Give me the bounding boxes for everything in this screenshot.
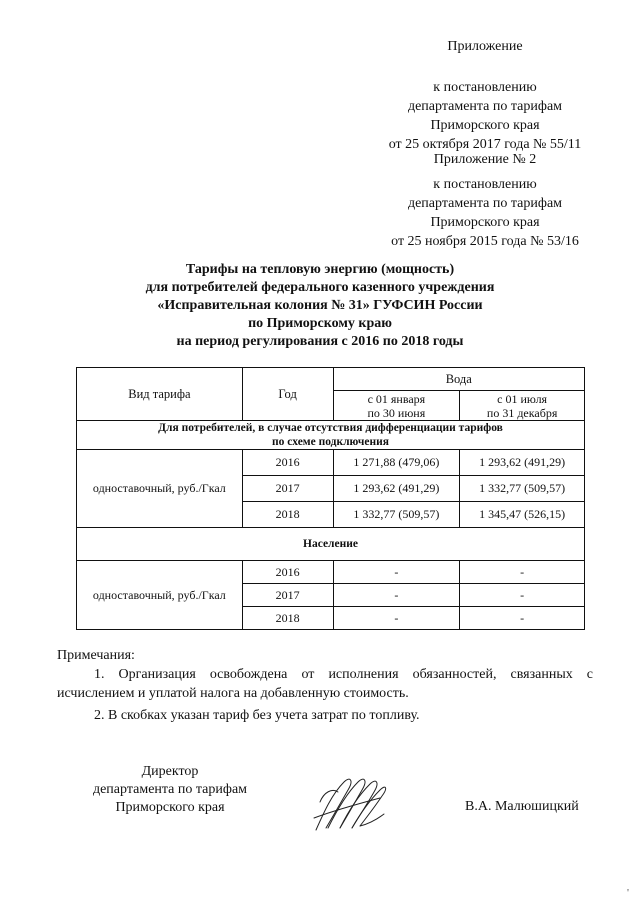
tariff-value-period-1: 1 332,77 (509,57) [333, 502, 460, 528]
appendix-2-line: департамента по тарифам [407, 196, 563, 211]
tariff-value-period-2: 1 345,47 (526,15) [460, 502, 585, 528]
appendix-2-header [370, 150, 600, 251]
appendix-2-line: от 25 ноября 2015 года № 53/16 [391, 234, 579, 249]
tariff-value-period-2: - [460, 561, 585, 584]
table-row [77, 561, 585, 584]
section-header-consumers [77, 421, 585, 450]
signatory-line: Приморского края [115, 800, 225, 815]
section-header-line: по схеме подключения [272, 436, 389, 448]
title-line: на период регулирования с 2016 по 2018 годы [176, 334, 464, 349]
tariff-value-period-1: 1 293,62 (491,29) [333, 476, 460, 502]
tariff-type-cell: одноставочный, руб./Гкал [77, 450, 243, 528]
appendix-2-line: к постановлению [433, 177, 537, 192]
document-title [60, 261, 580, 351]
signatory-line: департамента по тарифам [92, 782, 248, 797]
note-item: 1. Организация освобождена от исполнения обязанностей, связанных с исчислением и уплатой налога на добавленную стоимость. [57, 667, 593, 701]
appendix-title: Приложение [447, 39, 523, 54]
signatory-position [50, 763, 290, 817]
tariff-value-period-1: - [333, 561, 460, 584]
table-row [77, 450, 585, 476]
column-header-year: Год [242, 368, 333, 421]
column-header-water: Вода [333, 368, 584, 391]
column-header-period-1 [333, 391, 460, 421]
appendix-line: к постановлению [433, 80, 537, 95]
column-header-tariff-type: Вид тарифа [77, 368, 243, 421]
section-header-population: Население [77, 528, 585, 561]
appendix-header [370, 37, 600, 154]
note-item: 2. В скобках указан тариф без учета затрат по топливу. [94, 708, 420, 723]
section-header-line: Для потребителей, в случае отсутствия дифференциации тарифов [158, 422, 503, 434]
tariff-value-period-2: 1 332,77 (509,57) [460, 476, 585, 502]
appendix-line: от 25 октября 2017 года № 55/11 [388, 137, 582, 152]
tariff-value-period-1: 1 271,88 (479,06) [333, 450, 460, 476]
title-line: Тарифы на тепловую энергию (мощность) [185, 262, 455, 277]
period-2-from: с 01 июля [497, 391, 548, 406]
tariff-type-cell: одноставочный, руб./Гкал [77, 561, 243, 630]
appendix-line: Приморского края [430, 118, 540, 133]
tariff-table [76, 367, 585, 630]
appendix-2-title: Приложение № 2 [433, 152, 537, 167]
signatory-name: В.А. Малюшицкий [465, 799, 579, 814]
period-2-to: по 31 декабря [486, 405, 558, 420]
title-line: по Приморскому краю [248, 316, 392, 331]
page-mark: ' [627, 887, 629, 899]
year-cell: 2016 [242, 450, 333, 476]
signatory-line: Директор [141, 764, 199, 779]
year-cell: 2017 [242, 584, 333, 607]
tariff-value-period-2: 1 293,62 (491,29) [460, 450, 585, 476]
notes-heading: Примечания: [57, 648, 135, 663]
period-1-to: по 30 июня [367, 405, 426, 420]
appendix-line: департамента по тарифам [407, 99, 563, 114]
tariff-value-period-1: - [333, 584, 460, 607]
period-1-from: с 01 января [367, 391, 426, 406]
notes-section [57, 646, 593, 725]
title-line: для потребителей федерального казенного учреждения [145, 280, 495, 295]
appendix-2-line: Приморского края [430, 215, 540, 230]
year-cell: 2018 [242, 607, 333, 630]
handwritten-signature [310, 772, 392, 836]
tariff-value-period-2: - [460, 607, 585, 630]
tariff-value-period-1: - [333, 607, 460, 630]
column-header-period-2 [460, 391, 585, 421]
year-cell: 2018 [242, 502, 333, 528]
year-cell: 2017 [242, 476, 333, 502]
year-cell: 2016 [242, 561, 333, 584]
title-line: «Исправительная колония № 31» ГУФСИН России [157, 298, 483, 313]
tariff-value-period-2: - [460, 584, 585, 607]
